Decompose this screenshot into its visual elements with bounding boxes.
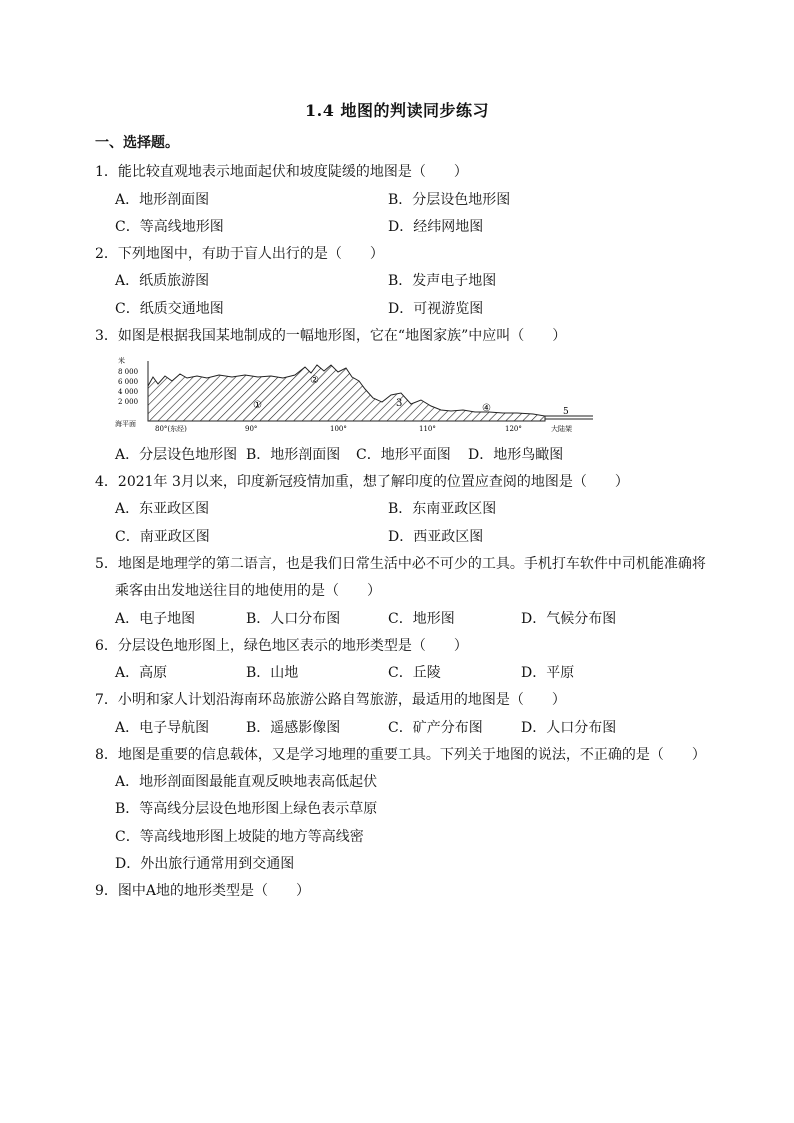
question-7-stem: 7．小明和家人计划沿海南环岛旅游公路自驾旅游，最适用的地图是（ ） bbox=[95, 692, 566, 708]
question-1-option-b: B．分层设色地形图 bbox=[388, 192, 511, 208]
question-6-option-a: A．高原 bbox=[115, 665, 168, 681]
question-6-option-b: B．山地 bbox=[246, 665, 299, 681]
question-8-option-d: D．外出旅行通常用到交通图 bbox=[115, 856, 295, 872]
question-2-option-c: C．纸质交通地图 bbox=[115, 301, 224, 317]
question-7-option-c: C．矿产分布图 bbox=[388, 720, 483, 736]
question-4-stem: 4．2021年 3月以来，印度新冠疫情加重，想了解印度的位置应查阅的地图是（ ） bbox=[95, 474, 629, 490]
question-4-option-b: B．东南亚政区图 bbox=[388, 501, 497, 517]
question-8-option-b: B．等高线分层设色地形图上绿色表示草原 bbox=[115, 801, 378, 817]
x-axis-label-100: 100° bbox=[330, 425, 347, 433]
x-axis-label-90: 90° bbox=[245, 425, 258, 433]
question-6-option-d: D．平原 bbox=[521, 665, 575, 681]
region-label-5: 5 bbox=[563, 407, 569, 417]
question-2-option-b: B．发声电子地图 bbox=[388, 273, 497, 289]
question-8-option-a: A．地形剖面图最能直观反映地表高低起伏 bbox=[115, 774, 378, 790]
question-5-stem-line-1: 5．地图是地理学的第二语言，也是我们日常生活中必不可少的工具。手机打车软件中司机能准确将 bbox=[95, 556, 706, 572]
question-2-option-d: D．可视游览图 bbox=[388, 301, 484, 317]
y-axis-unit: 米 bbox=[118, 357, 125, 365]
question-8-stem: 8．地图是重要的信息载体，又是学习地理的重要工具。下列关于地图的说法，不正确的是（ ） bbox=[95, 747, 706, 763]
question-7-option-a: A．电子导航图 bbox=[115, 720, 210, 736]
page-title: 1.4 地图的判读同步练习 bbox=[305, 101, 489, 120]
continental-shelf-label: 大陆架 bbox=[551, 425, 572, 433]
section-heading: 一、选择题。 bbox=[95, 135, 179, 151]
y-axis-label-4000: 4 000 bbox=[118, 388, 139, 396]
question-5-option-b: B．人口分布图 bbox=[246, 611, 341, 627]
question-7-option-d: D．人口分布图 bbox=[521, 720, 617, 736]
region-label-2: ② bbox=[310, 375, 319, 386]
question-8-option-c: C．等高线地形图上坡陡的地方等高线密 bbox=[115, 829, 364, 845]
question-6-stem: 6．分层设色地形图上，绿色地区表示的地形类型是（ ） bbox=[95, 638, 468, 654]
x-axis-label-110: 110° bbox=[419, 425, 436, 433]
question-4-option-c: C．南亚政区图 bbox=[115, 529, 210, 545]
x-axis-label-80: 80°(东经) bbox=[155, 425, 187, 433]
question-3-option-b: B．地形剖面图 bbox=[246, 447, 341, 463]
question-3-option-a: A．分层设色地形图 bbox=[115, 447, 238, 463]
question-2-option-a: A．纸质旅游图 bbox=[115, 273, 210, 289]
region-label-3: 3 bbox=[396, 398, 403, 409]
question-2-stem: 2．下列地图中，有助于盲人出行的是（ ） bbox=[95, 246, 384, 262]
x-axis-label-120: 120° bbox=[505, 425, 522, 433]
sea-level-label: 海平面 bbox=[115, 420, 136, 428]
question-1-stem: 1．能比较直观地表示地面起伏和坡度陡缓的地图是（ ） bbox=[95, 164, 468, 180]
terrain-profile-figure bbox=[115, 353, 593, 439]
region-label-4: ④ bbox=[482, 403, 491, 414]
y-axis-label-2000: 2 000 bbox=[118, 398, 139, 406]
question-5-option-d: D．气候分布图 bbox=[521, 611, 617, 627]
question-6-option-c: C．丘陵 bbox=[388, 665, 441, 681]
question-4-option-d: D．西亚政区图 bbox=[388, 529, 484, 545]
question-7-option-b: B．遥感影像图 bbox=[246, 720, 341, 736]
question-3-stem: 3．如图是根据我国某地制成的一幅地形图，它在“地图家族”中应叫（ ） bbox=[95, 328, 567, 344]
y-axis-label-8000: 8 000 bbox=[118, 368, 139, 376]
question-5-stem-line-2: 乘客由出发地送往目的地使用的是（ ） bbox=[115, 583, 381, 599]
question-5-option-c: C．地形图 bbox=[388, 611, 455, 627]
question-5-option-a: A．电子地图 bbox=[115, 611, 196, 627]
question-3-option-d: D．地形鸟瞰图 bbox=[468, 447, 564, 463]
question-4-option-a: A．东亚政区图 bbox=[115, 501, 210, 517]
question-1-option-d: D．经纬网地图 bbox=[388, 219, 484, 235]
y-axis-label-6000: 6 000 bbox=[118, 378, 139, 386]
question-1-option-c: C．等高线地形图 bbox=[115, 219, 224, 235]
question-1-option-a: A．地形剖面图 bbox=[115, 192, 210, 208]
region-label-1: ① bbox=[253, 400, 262, 411]
question-3-option-c: C．地形平面图 bbox=[356, 447, 451, 463]
question-9-stem: 9．图中A地的地形类型是（ ） bbox=[95, 883, 311, 899]
